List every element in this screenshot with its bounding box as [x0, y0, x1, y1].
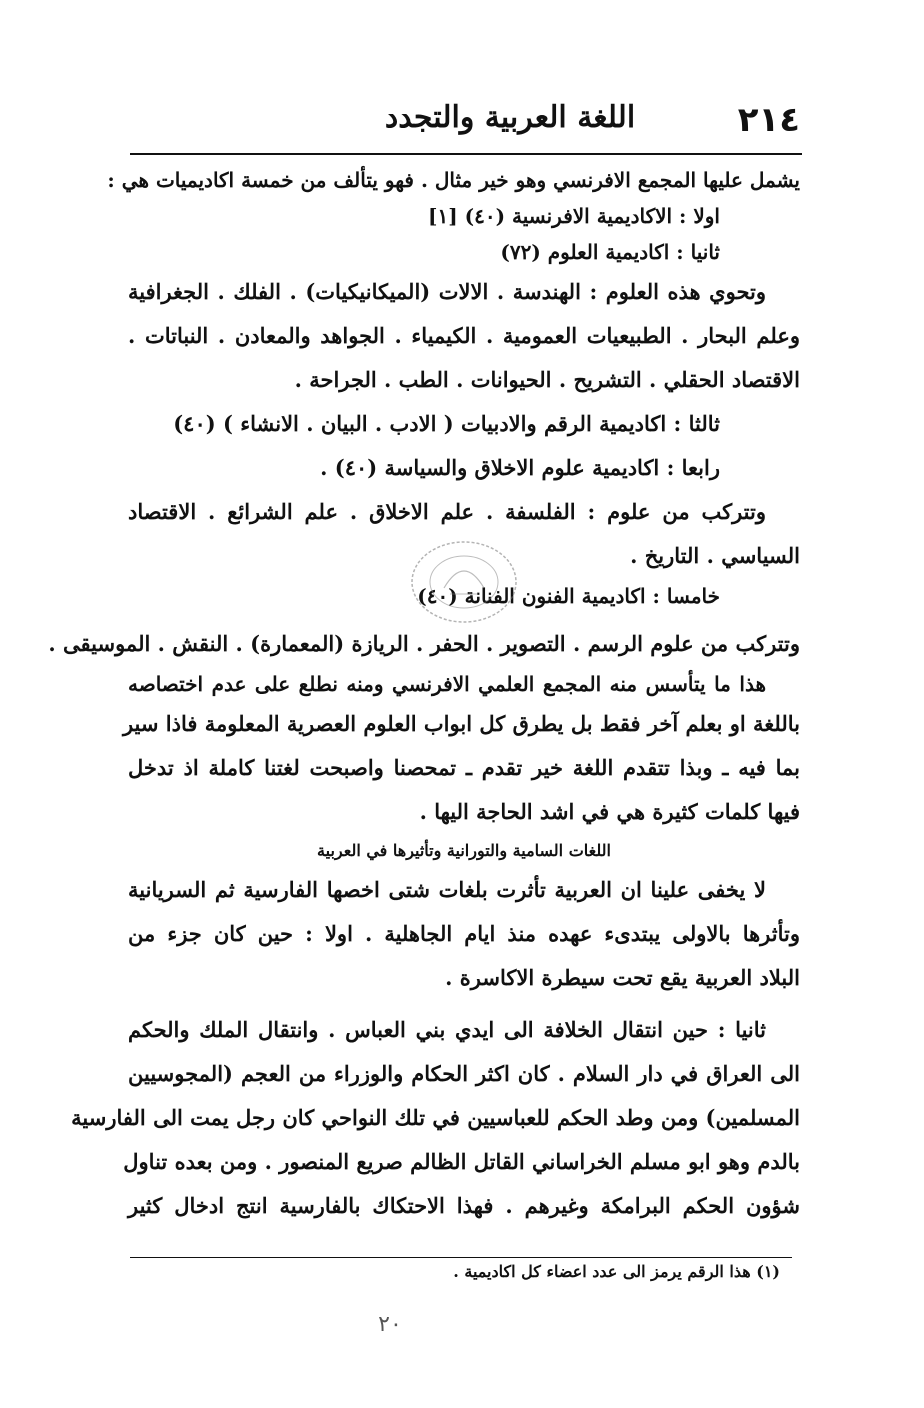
- text-line: وعلم البحار . الطبيعيات العمومية . الكيمياء . الجواهد والمعادن . النباتات .: [128, 323, 800, 348]
- text-line: المسلمين) ومن وطد الحكم للعباسيين في تلك النواحي كان رجل يمت الى الفارسية: [71, 1105, 800, 1130]
- text-line: اولا : الاكاديمية الافرنسية (٤٠) [١]: [427, 204, 720, 228]
- text-line: وتأثرها بالاولى يبتدىء عهده منذ ايام الجاهلية . اولا : حين كان جزء من: [128, 921, 800, 946]
- page-number: ٢١٤: [737, 100, 800, 140]
- text-line: ثانيا : حين انتقال الخلافة الى ايدي بني العباس . وانتقال الملك والحكم: [128, 1017, 766, 1042]
- page-header: [130, 100, 800, 146]
- text-line: باللغة او بعلم آخر فقط بل يطرق كل ابواب العلوم العصرية المعلومة فاذا سير: [122, 711, 800, 736]
- text-line: فيها كلمات كثيرة هي في اشد الحاجة اليها .: [419, 799, 800, 824]
- header-rule: [130, 153, 802, 155]
- text-line: وتتركب من علوم الرسم . التصوير . الحفر . الريازة (المعمارة) . النقش . الموسيقى .: [48, 631, 800, 656]
- text-line: ثانيا : اكاديمية العلوم (٧٢): [500, 240, 720, 264]
- bottom-mark: ٢٠: [378, 1312, 402, 1337]
- running-title: اللغة العربية والتجدد: [384, 100, 636, 135]
- text-line: ثالثا : اكاديمية الرقم والادبيات ( الادب . البيان . الانشاء ) (٤٠): [173, 411, 720, 436]
- text-line: بالدم وهو ابو مسلم الخراساني القاتل الظالم صريع المنصور . ومن بعده تناول: [123, 1149, 800, 1174]
- faint-seal-icon: [404, 534, 524, 630]
- section-heading: اللغات السامية والتورانية وتأثيرها في العربية: [317, 841, 611, 860]
- text-line: وتتركب من علوم : الفلسفة . علم الاخلاق . علم الشرائع . الاقتصاد: [128, 499, 766, 524]
- text-line: بما فيه ـ وبذا تتقدم اللغة خير تقدم ـ تمحصنا واصبحت لغتنا كاملة اذ تدخل: [128, 755, 800, 780]
- text-line: رابعا : اكاديمية علوم الاخلاق والسياسة (٤٠) .: [320, 455, 720, 480]
- body-text: [48, 162, 800, 1228]
- text-line: السياسي . التاريخ .: [630, 543, 800, 568]
- text-line: يشمل عليها المجمع الافرنسي وهو خير مثال . فهو يتألف من خمسة اكاديميات هي :: [107, 168, 800, 192]
- text-line: وتحوي هذه العلوم : الهندسة . الالات (الميكانيكيات) . الفلك . الجغرافية: [128, 279, 766, 304]
- text-line: لا يخفى علينا ان العربية تأثرت بلغات شتى اخصها الفارسية ثم السريانية: [128, 877, 766, 902]
- text-line: الاقتصاد الحقلي . التشريح . الحيوانات . الطب . الجراحة .: [294, 367, 800, 392]
- footnote: (١) هذا الرقم يرمز الى عدد اعضاء كل اكاديمية .: [453, 1262, 780, 1281]
- text-line: هذا ما يتأسس منه المجمع العلمي الافرنسي ومنه نطلع على عدم اختصاصه: [128, 672, 766, 696]
- text-line: خامسا : اكاديمية الفنون الفنانة (٤٠): [417, 584, 720, 608]
- text-line: الى العراق في دار السلام . كان اكثر الحكام والوزراء من العجم (المجوسيين: [128, 1061, 800, 1086]
- text-line: البلاد العربية يقع تحت سيطرة الاكاسرة .: [445, 965, 800, 990]
- text-line: شؤون الحكم البرامكة وغيرهم . فهذا الاحتكاك بالفارسية انتج ادخال كثير: [128, 1193, 800, 1218]
- footnote-rule: [130, 1257, 792, 1258]
